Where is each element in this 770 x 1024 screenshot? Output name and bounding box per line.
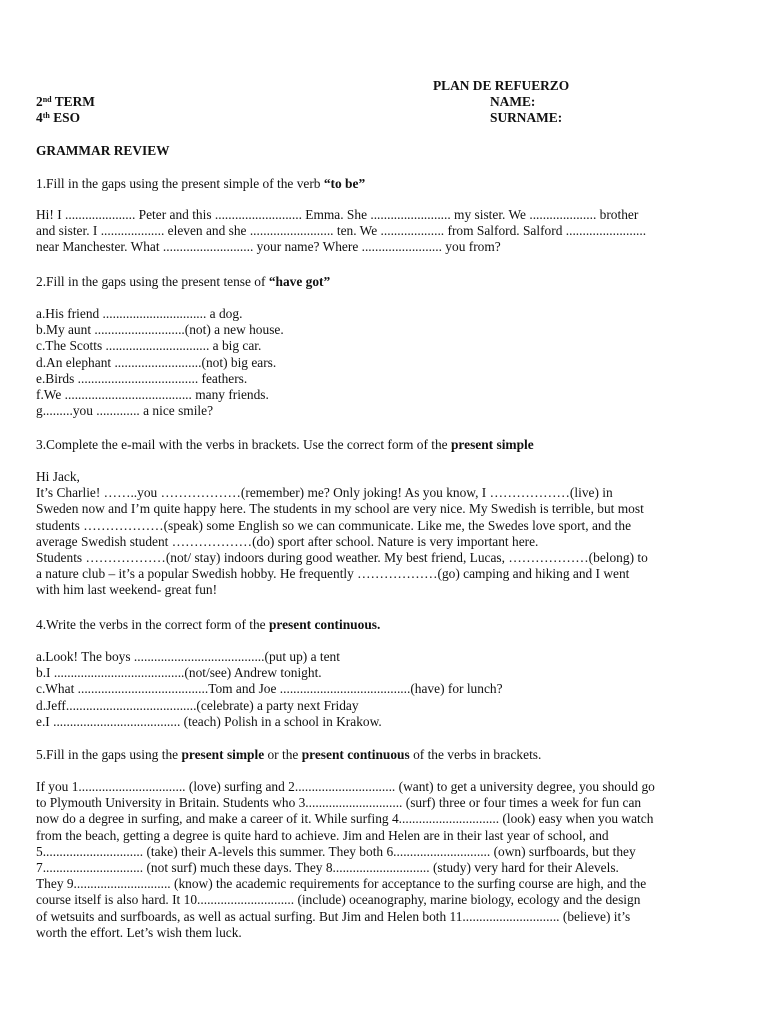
exercise-5-line: If you 1................................ (love) surfing and 2.............................. (want) to get a university degree, you should go [36,779,655,794]
term-label [36,94,95,110]
exercise-3-instruction-text: 3.Complete the e-mail with the verbs in brackets. Use the correct form of the [36,437,451,452]
exercise-1-line: near Manchester. What ........................... your name? Where ........................ you from? [36,239,501,255]
exercise-4-body [36,649,503,730]
email-line: Sweden now and I’m quite happy here. The students in my school are very nice. My Swedish is terrible, but most [36,501,644,517]
exercise-1-instruction-bold: “to be” [323,176,366,191]
exercise-5-line: course itself is also hard. It 10............................. (include) oceanography, marine biology, ecology and the design [36,892,641,908]
exercise-2-item: a.His friend ............................... a dog. [36,306,243,321]
exercise-4-item: e.I ...................................... (teach) Polish in a school in Krakow. [36,713,382,729]
exercise-2-item: f.We ...................................... many friends. [36,386,269,402]
exercise-2-item: c.The Scotts ............................... a big car. [36,338,262,354]
exercise-4-item: c.What .......................................Tom and Joe .......................................(have) for lunch? [36,681,503,697]
exercise-4-instruction [36,617,380,633]
exercise-5-instruction-bold-1: present simple [181,747,265,762]
level-number: 4 [36,110,43,125]
exercise-2-item: d.An elephant ..........................(not) big ears. [36,354,277,370]
exercise-4-item: b.I .......................................(not/see) Andrew tonight. [36,665,322,681]
exercise-2-item: e.Birds .................................... feathers. [36,370,248,386]
exercise-5-line: 5.............................. (take) their A-levels this summer. They both 6............................. (own) surfboards, but they [36,843,636,859]
email-line: Students ………………(not/ stay) indoors during good weather. My best friend, Lucas, ………………(belong) to [36,549,648,565]
exercise-5-instruction-a: 5.Fill in the gaps using the [36,747,182,762]
exercise-4-instruction-bold: present continuous. [268,617,381,632]
exercise-1-line: Hi! I ..................... Peter and this .......................... Emma. She ........................ my sister. We .................... brother [36,207,639,222]
exercise-5-line: to Plymouth University in Britain. Students who 3............................. (surf) three or four times a week for fun can [36,795,642,811]
exercise-5-instruction-e: of the verbs in brackets. [409,747,542,762]
exercise-2-instruction [36,274,330,290]
exercise-5-line: now do a degree in surfing, and make a career of it. While surfing 4.............................. (look) easy when you watch [36,811,654,827]
level-label [36,110,80,126]
exercise-4-item: d.Jeff.......................................(celebrate) a party next Friday [36,697,359,713]
email-line: average Swedish student ………………(do) sport after school. Nature is very important here. [36,533,539,549]
level-ordinal: th [42,111,50,120]
email-line: Hi Jack, [36,469,80,484]
term-word: TERM [54,94,95,109]
exercise-5-body [36,779,655,941]
exercise-2-item: g.........you ............. a nice smile? [36,403,214,419]
exercise-5-instruction-c: or the [264,747,302,762]
exercise-2-instruction-text: 2.Fill in the gaps using the present tense of [36,274,269,289]
exercise-5-line: from the beach, getting a degree is quite hard to achieve. Jim and Helen are in their last year of school, and [36,827,609,843]
exercise-3-email [36,469,648,599]
exercise-2-body [36,306,284,419]
surname-label: SURNAME: [490,110,563,125]
exercise-3-instruction-bold: present simple [450,437,534,452]
term-ordinal: nd [42,95,52,104]
email-line: with him last weekend- great fun! [36,582,218,598]
email-line: It’s Charlie! ……..you ………………(remember) me? Only joking! As you know, I ………………(live) in [36,485,613,501]
term-number: 2 [36,94,43,109]
exercise-1-line: and sister. I ................... eleven and she ......................... ten. We ................... from Salford. Salford ........................ [36,223,647,239]
email-line: students ………………(speak) some English so we can communicate. Like me, the Swedes love sport, and the [36,517,632,533]
name-label: NAME: [490,94,536,109]
exercise-1-body [36,207,646,256]
level-word: ESO [53,110,80,125]
exercise-5-instruction-bold-2: present continuous [301,747,410,762]
email-line: a nature club – it’s a popular Swedish hobby. He frequently ………………(go) camping and hiking and I went [36,566,630,582]
exercise-5-line: 7.............................. (not surf) much these days. They 8............................. (study) very hard for their Alevels. [36,859,619,875]
exercise-4-instruction-text: 4.Write the verbs in the correct form of the [36,617,269,632]
exercise-5-line: of wetsuits and surfboards, as well as actual surfing. But Jim and Helen both 11............................. (believe) it’s [36,908,631,924]
section-heading: GRAMMAR REVIEW [36,143,170,158]
exercise-2-instruction-bold: “have got” [268,274,331,289]
exercise-4-item: a.Look! The boys .......................................(put up) a tent [36,649,340,664]
exercise-5-line: worth the effort. Let’s wish them luck. [36,924,242,940]
exercise-5-line: They 9............................. (know) the academic requirements for acceptance to the surfing course are high, and the [36,876,647,892]
exercise-1-instruction [36,176,365,192]
exercise-2-item: b.My aunt ...........................(not) a new house. [36,322,284,338]
exercise-5-instruction [36,747,541,763]
exercise-3-instruction [36,437,534,453]
page-title: PLAN DE REFUERZO [433,78,570,93]
exercise-1-instruction-text: 1.Fill in the gaps using the present simple of the verb [36,176,324,191]
